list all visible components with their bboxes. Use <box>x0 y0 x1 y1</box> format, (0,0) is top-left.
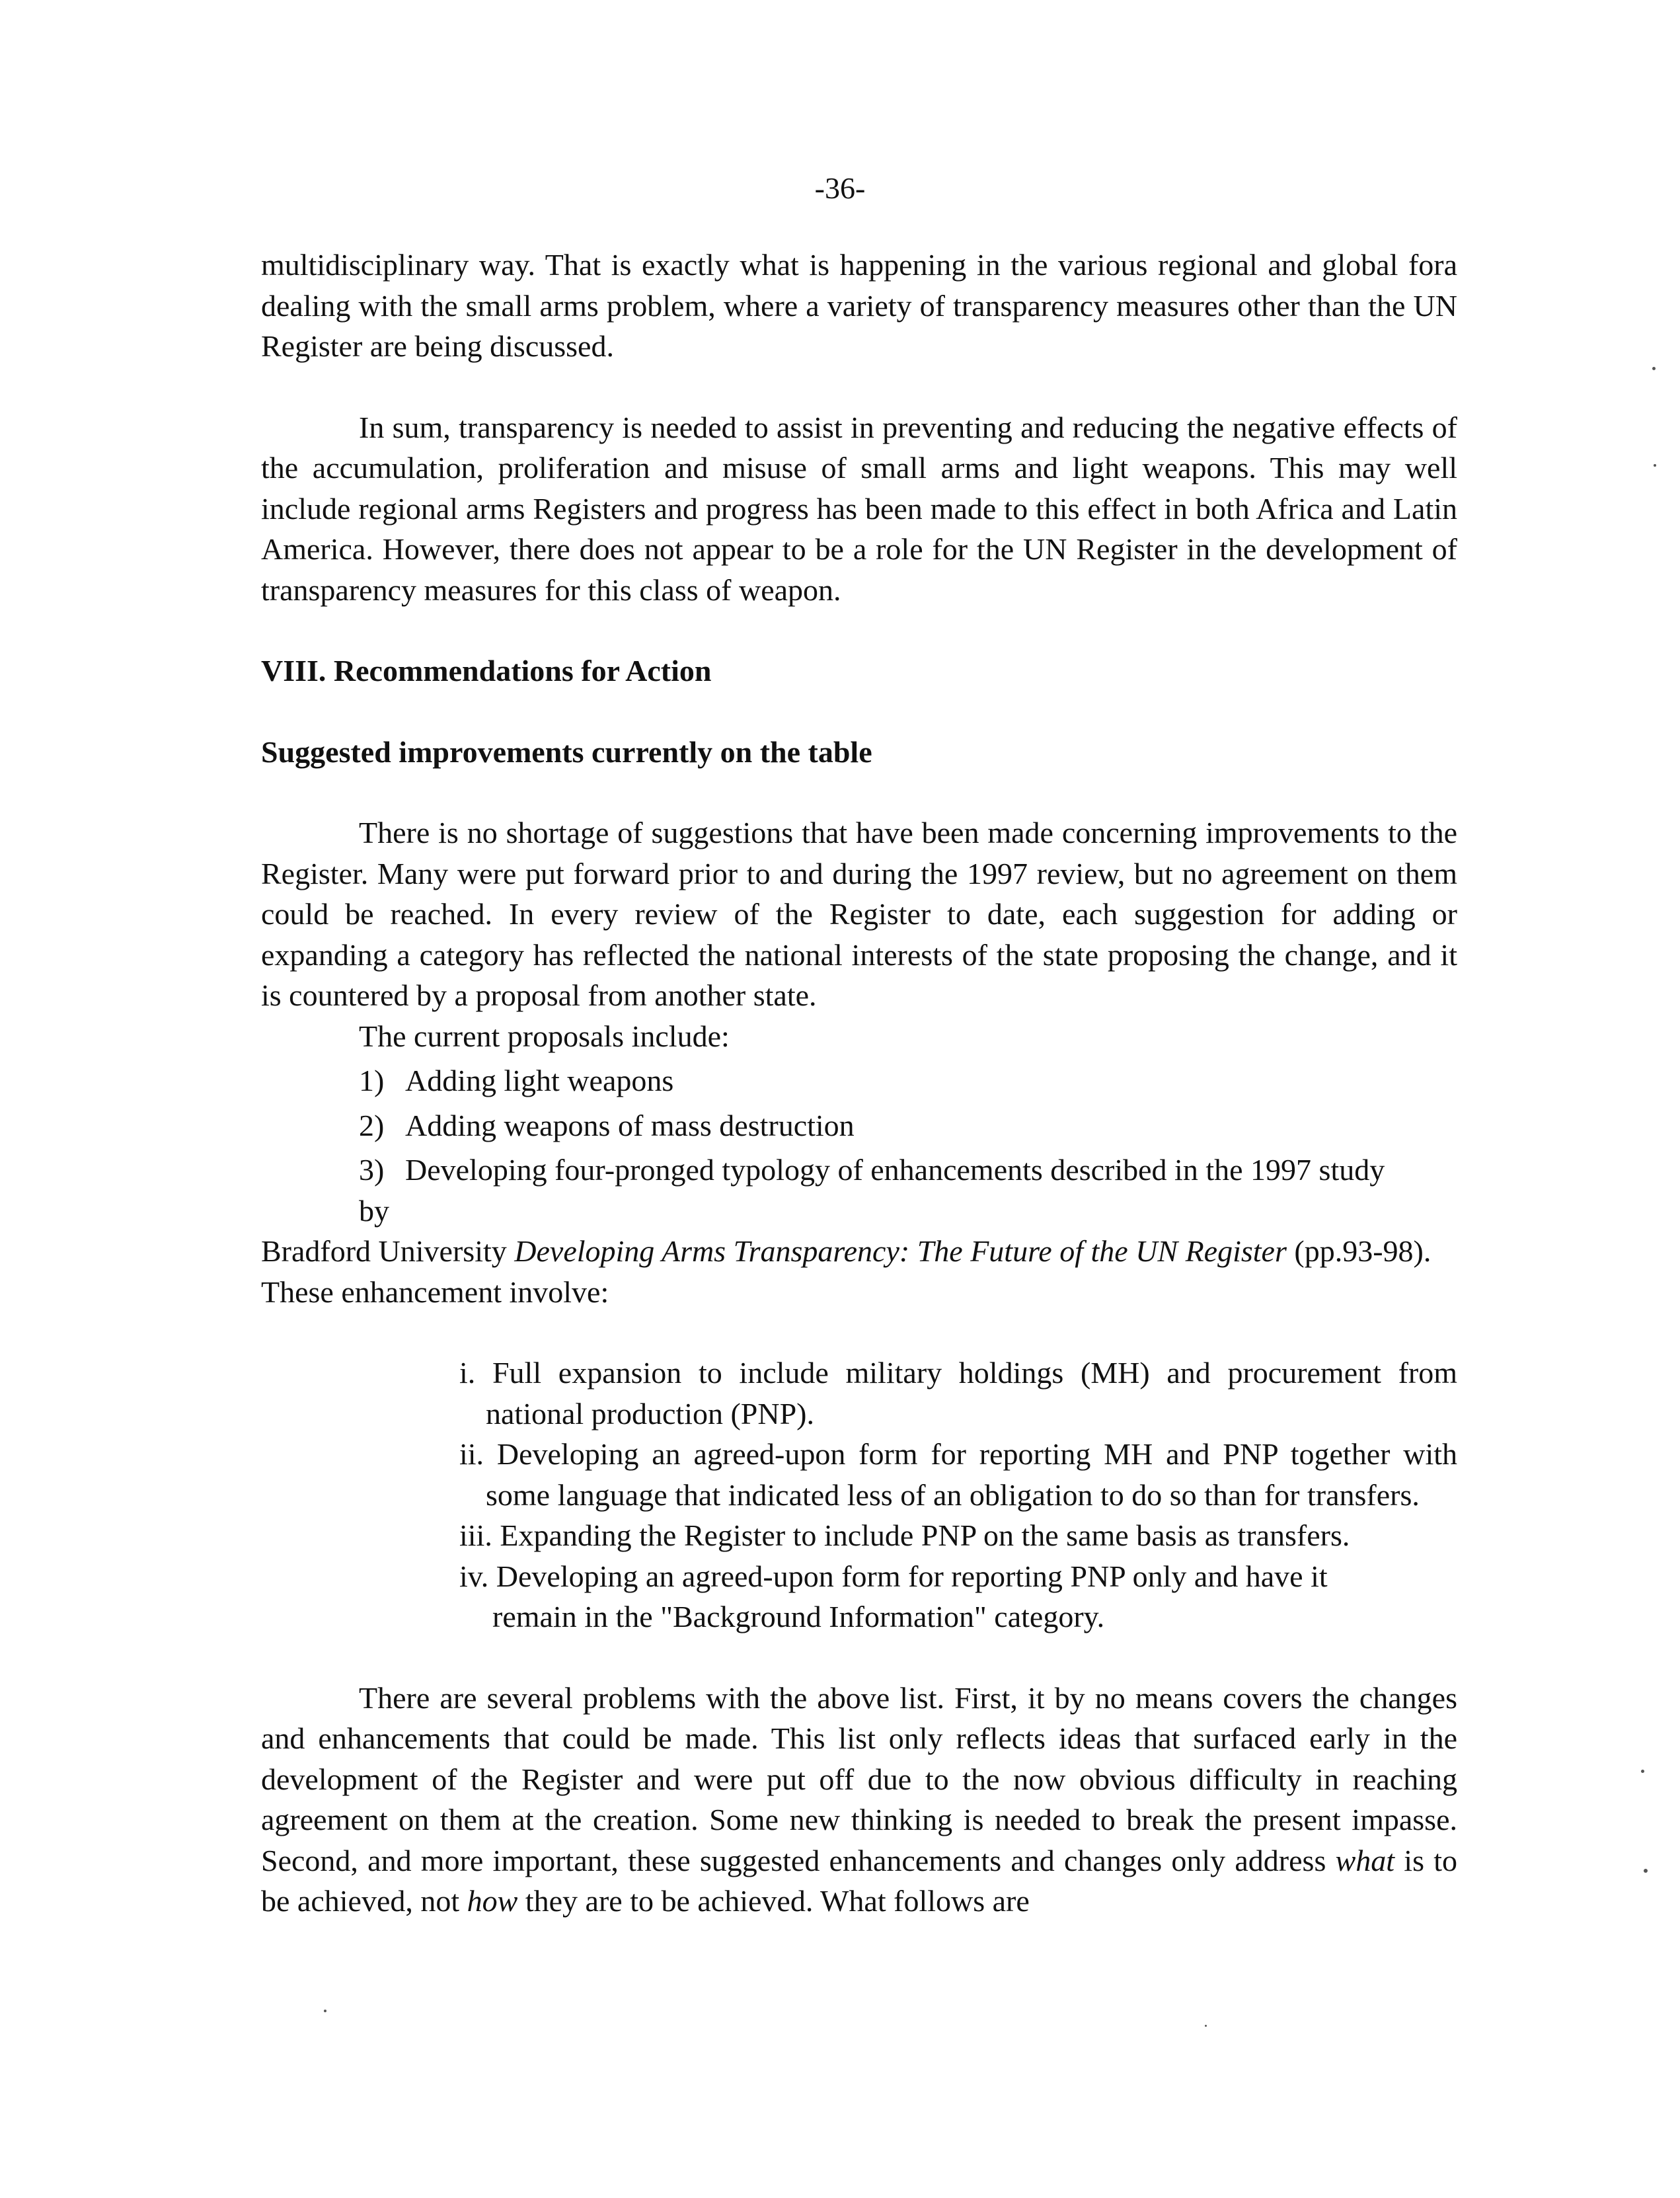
scan-speck <box>1652 367 1656 370</box>
proposal-item <box>261 1105 1457 1146</box>
scan-speck <box>1641 1770 1644 1773</box>
paragraph-continuation: multidisciplinary way. That is exactly what is happening in the various regional and global fora dealing with the small arms problem, where a variety of transparency measures other than the UN Register are being discussed. <box>261 248 1457 363</box>
enhancement-number: i. <box>459 1356 476 1390</box>
proposal-item <box>261 1060 1457 1101</box>
problems-text-1: There are several problems with the above list. First, it by no means covers the changes and enhancements that could be made. This list only reflects ideas that surfaced early in the development of the Register and were put off due to the now obvious difficulty in reaching agreement on them at the creation. Some new thinking is needed to break the present impasse. Second, and more important, these suggested enhancements and changes only address <box>261 1680 1457 1877</box>
scan-speck <box>1205 2025 1207 2027</box>
scan-speck <box>1654 464 1656 467</box>
proposals-intro: The current proposals include: <box>359 1019 730 1053</box>
subsection-heading: Suggested improvements currently on the table <box>261 734 872 769</box>
paragraph-gap <box>261 772 1457 812</box>
paragraph-gap <box>261 1637 1457 1678</box>
enhancement-text: Developing an agreed-upon form for reporting MH and PNP together with some language that indicated less of an obligation to do so than for transfers. <box>486 1437 1458 1512</box>
bradford-reference <box>261 1231 1457 1312</box>
enhancement-item <box>459 1556 1457 1637</box>
proposal-item <box>261 1150 1457 1191</box>
proposal-text: Developing four-pronged typology of enhancements described in the 1997 study <box>405 1153 1385 1187</box>
page-number: -36- <box>814 171 866 205</box>
problems-emphasis-what: what <box>1335 1843 1395 1877</box>
paragraph-suggestions: There is no shortage of suggestions that have been made concerning improvements to the Register. Many were put forward prior to and during the 1997 review, but no agreement on them could be reached. In every review of the Register to date, each suggestion for adding or expanding a category has reflected the national interests of the state proposing the change, and it is countered by a proposal from another state. <box>261 816 1457 1012</box>
problems-emphasis-how: how <box>467 1884 518 1918</box>
enhancement-item <box>459 1353 1457 1434</box>
paragraph-gap <box>261 367 1457 407</box>
proposal-number: 3) <box>359 1153 385 1187</box>
section-heading: VIII. Recommendations for Action <box>261 654 712 687</box>
enhancement-number: iii. <box>459 1518 492 1552</box>
enhancement-list <box>261 1353 1457 1637</box>
document-body <box>261 245 1457 1922</box>
proposal-continuation: by <box>359 1193 389 1228</box>
proposal-number: 2) <box>359 1108 385 1142</box>
paragraph-in-sum: In sum, transparency is needed to assist in preventing and reducing the negative effects of the accumulation, proliferation and misuse of small arms and light weapons. This may well include regional arms Registers and progress has been made to this effect in both Africa and Latin America. However, there does not appear to be a role for the UN Register in the development of transparency measures for this class of weapon. <box>261 410 1457 607</box>
enhancement-text: Expanding the Register to include PNP on the same basis as transfers. <box>500 1518 1350 1552</box>
enhancement-text: Developing an agreed-upon form for reporting PNP only and have it <box>496 1559 1328 1593</box>
enhancement-number: ii. <box>459 1437 484 1471</box>
scan-speck <box>324 2010 326 2012</box>
bradford-pre: Bradford University <box>261 1234 515 1268</box>
bradford-title: Developing Arms Transparency: The Future of the UN Register <box>514 1234 1287 1268</box>
problems-text-3: they are to be achieved. What follows are <box>517 1884 1030 1918</box>
enhancement-item <box>459 1434 1457 1515</box>
paragraph-gap <box>261 691 1457 732</box>
enhancement-text: Full expansion to include military holdings (MH) and procurement from national production (PNP). <box>486 1356 1458 1431</box>
paragraph-gap <box>261 610 1457 650</box>
paragraph-problems <box>261 1678 1457 1922</box>
proposal-text: Adding light weapons <box>405 1064 674 1097</box>
scan-speck <box>1644 1869 1648 1873</box>
proposal-text: Adding weapons of mass destruction <box>405 1108 855 1142</box>
enhancement-text-continuation: remain in the "Background Information" category. <box>492 1600 1105 1633</box>
bradford-post: (pp.93-98). These enhancement involve: <box>261 1234 1432 1309</box>
problems-text-2: is to be achieved, not <box>261 1843 1457 1918</box>
enhancement-number: iv. <box>459 1559 489 1593</box>
proposal-number: 1) <box>359 1064 385 1097</box>
enhancement-item <box>459 1515 1457 1556</box>
